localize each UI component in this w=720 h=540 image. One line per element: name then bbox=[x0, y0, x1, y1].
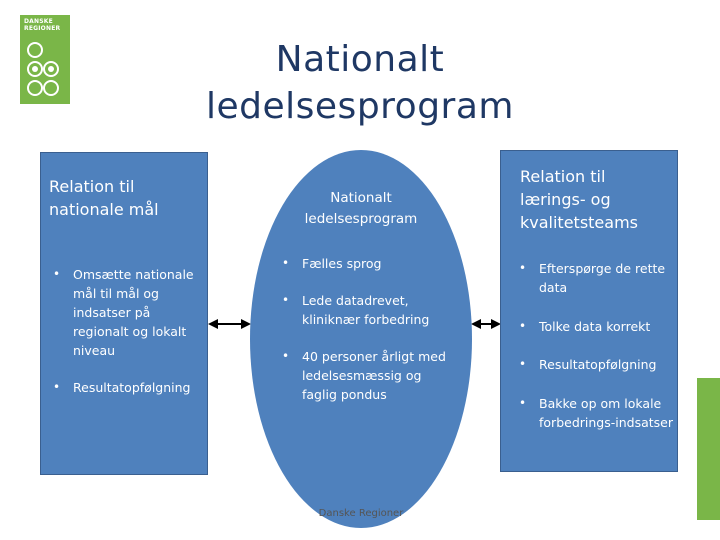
slide-title: Nationalt ledelsesprogram bbox=[206, 39, 514, 127]
list-item: • Omsætte nationale mål til mål og indsatser på regionalt og lokalt niveau bbox=[47, 265, 205, 360]
list-item: • Efterspørge de rette data bbox=[513, 259, 677, 297]
list-item: • Bakke op om lokale forbedrings-indsatser bbox=[513, 394, 677, 432]
quality-teams-box bbox=[500, 150, 678, 472]
quality-teams-heading: Relation til lærings- og kvalitetsteams bbox=[520, 167, 638, 232]
footer-text: Danske Regioner bbox=[318, 508, 404, 519]
leadership-program-list bbox=[276, 254, 452, 422]
list-item: • Fælles sprog bbox=[276, 254, 452, 273]
list-item: • 40 personer årligt med ledelsesmæssig og faglig pondus bbox=[276, 347, 452, 404]
national-goals-heading: Relation til nationale mål bbox=[49, 177, 159, 219]
logo-text: DANSKE REGIONER bbox=[24, 18, 61, 32]
quality-teams-list bbox=[513, 259, 677, 452]
list-item: • Tolke data korrekt bbox=[513, 317, 677, 336]
list-item: • Lede datadrevet, kliniknær forbedring bbox=[276, 291, 452, 329]
leadership-program-heading: Nationalt ledelsesprogram bbox=[304, 190, 418, 227]
leadership-program-ellipse bbox=[250, 150, 472, 528]
national-goals-box bbox=[40, 152, 208, 475]
list-item: • Resultatopfølgning bbox=[513, 355, 677, 374]
national-goals-list bbox=[47, 265, 205, 415]
list-item: • Resultatopfølgning bbox=[47, 378, 205, 397]
